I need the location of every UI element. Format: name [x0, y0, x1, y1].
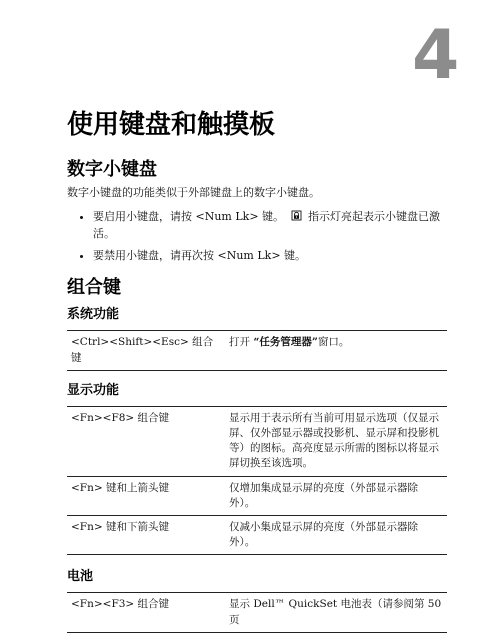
description-cell [225, 331, 447, 370]
display-functions-table [67, 406, 447, 556]
numeric-keypad-section [67, 158, 447, 264]
page-content [67, 158, 447, 633]
numeric-keypad-heading: 数字小键盘 [67, 159, 157, 180]
bullet-text: 指示灯亮起表示小键盘已激活。 [93, 209, 441, 240]
system-functions-subsection [67, 307, 447, 370]
key-combinations-section [67, 276, 447, 633]
table-row [67, 331, 447, 370]
numlock-indicator-icon [291, 209, 302, 220]
table-row [67, 593, 447, 632]
bullet-text: 要启用小键盘，请按 <Num Lk> 键。 [93, 209, 285, 223]
key-cell: <Fn> 键和上箭头键 [67, 476, 225, 515]
system-functions-table [67, 330, 447, 370]
description-cell: 显示用于表示所有当前可用显示选项（仅显示屏、仅外部显示器或投影机、显示屏和投影机等）的图标。高亮度显示所需的图标以将显示屏切换至该选项。 [225, 406, 447, 476]
system-functions-heading: 系统功能 [67, 307, 120, 323]
table-row [67, 476, 447, 515]
display-functions-subsection [67, 383, 447, 556]
description-text: 窗口。 [317, 336, 350, 349]
list-item [93, 208, 447, 242]
table-row [67, 515, 447, 554]
numeric-keypad-bullets [67, 208, 447, 264]
description-text: 打开 [229, 336, 254, 349]
description-cell: 仅减小集成显示屏的亮度（外部显示器除外）。 [225, 515, 447, 554]
numeric-keypad-intro: 数字小键盘的功能类似于外部键盘上的数字小键盘。 [67, 186, 320, 200]
description-cell: 显示 Dell™ QuickSet 电池表（请参阅第 50 页 [225, 593, 447, 632]
key-combinations-heading: 组合键 [67, 277, 121, 299]
list-item: • 要禁用小键盘，请再次按 <Num Lk> 键。 [93, 247, 447, 264]
chapter-number: 4 [412, 16, 458, 95]
key-cell: <Ctrl><Shift><Esc> 组合键 [67, 331, 225, 370]
task-manager-label: “任务管理器” [253, 336, 318, 349]
table-row [67, 406, 447, 476]
battery-table [67, 592, 447, 632]
page-title: 使用键盘和触摸板 [67, 110, 276, 140]
key-cell: <Fn> 键和下箭头键 [67, 515, 225, 554]
key-cell: <Fn><F8> 组合键 [67, 406, 225, 476]
battery-heading: 电池 [67, 569, 94, 585]
display-functions-heading: 显示功能 [67, 382, 120, 398]
battery-subsection [67, 569, 447, 632]
description-cell: 仅增加集成显示屏的亮度（外部显示器除外）。 [225, 476, 447, 515]
key-cell: <Fn><F3> 组合键 [67, 593, 225, 632]
